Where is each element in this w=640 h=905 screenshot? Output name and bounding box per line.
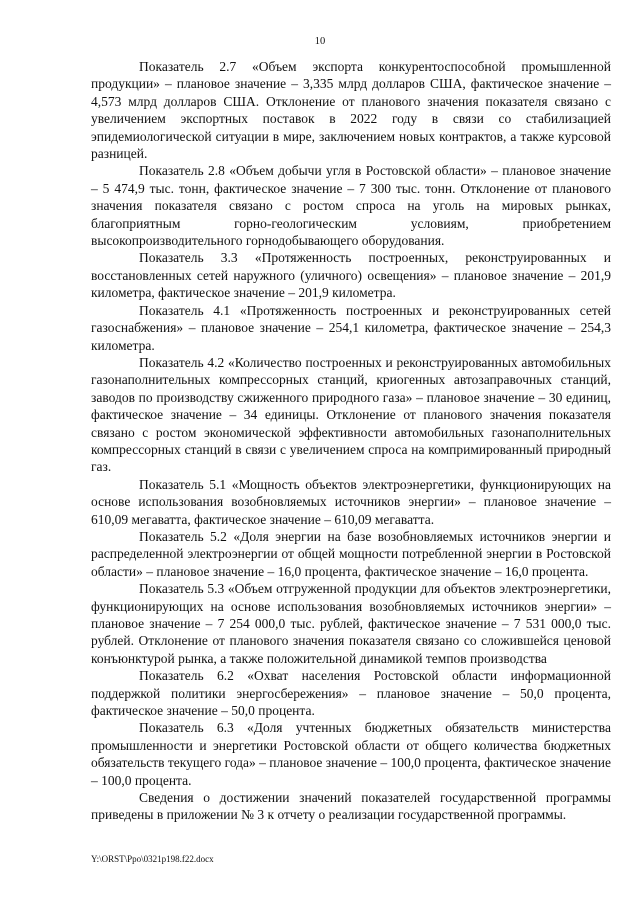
paragraph-indicator-6-3: Показатель 6.3 «Доля учтенных бюджетных обязательств министерства промышленности и энергетики Ростовской области от общего количества бюджетных обязательств текущего года» – плановое значение – 100,0 процента, фактическое значение – 100,0 процента. <box>91 720 611 788</box>
document-body <box>91 58 611 824</box>
paragraph-indicator-5-2: Показатель 5.2 «Доля энергии на базе возобновляемых источников энергии и распределенной электроэнергии от общей мощности потребленной энергии в Ростовской области» – плановое значение – 16,0 процента, фактическое значение – 16,0 процента. <box>91 528 611 579</box>
paragraph-indicator-3-3: Показатель 3.3 «Протяженность построенных, реконструированных и восстановленных сетей наружного (уличного) освещения» – плановое значение – 201,9 километра, фактическое значение – 201,9 километра. <box>91 250 611 301</box>
paragraph-indicator-5-3: Показатель 5.3 «Объем отгруженной продукции для объектов электроэнергетики, функционирующих на основе использования возобновляемых источников энергии» – плановое значение – 7 254 000,0 тыс. рублей, фактическое значение – 7 531 000,0 тыс. рублей. Отклонение от планового значения показателя связано со сложившейся ценовой конъюнктурой рынка, а также положительной динамикой темпов производства <box>91 581 611 666</box>
paragraph-indicator-4-1: Показатель 4.1 «Протяженность построенных и реконструированных сетей газоснабжения» – плановое значение – 254,1 километра, фактическое значение – 254,3 километра. <box>91 302 611 353</box>
footer-file-path: Y:\ORST\Ppo\0321p198.f22.docx <box>91 854 214 864</box>
paragraph-indicator-2-8: Показатель 2.8 «Объем добычи угля в Ростовской области» – плановое значение – 5 474,9 тыс. тонн, фактическое значение – 7 300 тыс. тонн. Отклонение от планового значения показателя связано с ростом спроса на уголь на мировых рынках, благоприятным горно-геологическим условиям, приобретением высокопроизводительного горнодобывающего оборудования. <box>91 163 611 249</box>
paragraph-indicator-2-7: Показатель 2.7 «Объем экспорта конкурентоспособной промышленной продукции» – плановое значение – 3,335 млрд долларов США, фактическое значение – 4,573 млрд долларов США. Отклонение от планового значения показателя связано с увеличением экспортных поставок в 2022 году в связи со стабилизацией эпидемиологической ситуации в мире, заключением новых контрактов, а также курсовой разницей. <box>91 59 611 162</box>
paragraph-summary: Сведения о достижении значений показателей государственной программы приведены в приложении № 3 к отчету о реализации государственной программы. <box>91 790 611 823</box>
paragraph-indicator-6-2: Показатель 6.2 «Охват населения Ростовской области информационной поддержкой политики энергосбережения» – плановое значение – 50,0 процента, фактическое значение – 50,0 процента. <box>91 668 611 719</box>
paragraph-indicator-4-2: Показатель 4.2 «Количество построенных и реконструированных автомобильных газонаполнительных компрессорных станций, криогенных автозаправочных станций, заводов по производству сжиженного природного газа» – плановое значение – 30 единиц, фактическое значение – 34 единицы. Отклонение от планового значения показателя связано с ростом экономической эффективности автомобильных газонаполнительных компрессорных станций в связи с увеличением спроса на компримированный природный газ. <box>91 354 611 475</box>
paragraph-indicator-5-1: Показатель 5.1 «Мощность объектов электроэнергетики, функционирующих на основе использования возобновляемых источников энергии» – плановое значение – 610,09 мегаватта, фактическое значение – 610,09 мегаватта. <box>91 476 611 527</box>
page-number: 10 <box>314 36 326 47</box>
